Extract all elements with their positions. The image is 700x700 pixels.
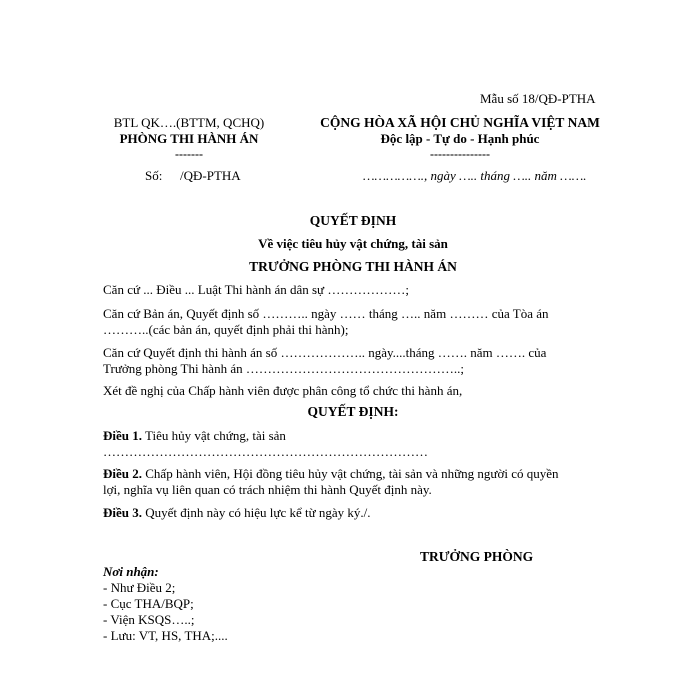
motto-dashes: --------------- — [430, 147, 490, 161]
article-1-dots: ………………………………………………………………… — [103, 444, 428, 459]
form-number: Mẫu số 18/QĐ-PTHA — [480, 91, 596, 106]
recipient-item: - Như Điều 2; — [103, 580, 176, 595]
article-3 — [103, 505, 371, 521]
document-title: QUYẾT ĐỊNH — [309, 213, 397, 228]
article-1 — [103, 428, 286, 444]
article-2 — [103, 466, 559, 482]
article-2-text: Chấp hành viên, Hội đồng tiêu hủy vật chứng, tài sản và những người có quyền — [142, 466, 559, 481]
basis-line-6: Xét đề nghị của Chấp hành viên được phân công tổ chức thi hành án, — [103, 383, 463, 398]
nation-title: CỘNG HÒA XÃ HỘI CHỦ NGHĨA VIỆT NAM — [320, 115, 600, 130]
recipient-item: - Lưu: VT, HS, THA;.... — [103, 628, 228, 643]
article-3-label: Điều 3. — [103, 505, 142, 520]
signer-title: TRƯỞNG PHÒNG — [420, 549, 534, 564]
article-3-text: Quyết định này có hiệu lực kể từ ngày ký./. — [142, 505, 371, 520]
basis-line-2: Căn cứ Bản án, Quyết định số ……….. ngày …… tháng ….. năm ……… của Tòa án — [103, 306, 549, 321]
decide-heading: QUYẾT ĐỊNH: — [307, 404, 399, 419]
date-line: ……………., ngày ….. tháng ….. năm ……. — [363, 168, 587, 183]
recipients-heading: Nơi nhận: — [103, 564, 159, 579]
org-name: PHÒNG THI HÀNH ÁN — [119, 131, 259, 146]
recipient-item: - Viện KSQS…..; — [103, 612, 195, 627]
basis-line-3: ………..(các bản án, quyết định phải thi hành); — [103, 322, 349, 337]
article-1-text: Tiêu hủy vật chứng, tài sản — [142, 428, 286, 443]
motto: Độc lập - Tự do - Hạnh phúc — [380, 131, 540, 146]
basis-line-4: Căn cứ Quyết định thi hành án số ……………….. ngày....tháng ……. năm ……. của — [103, 345, 547, 360]
number-label: Số: — [145, 168, 163, 183]
article-1-label: Điều 1. — [103, 428, 142, 443]
article-2-text-2: lợi, nghĩa vụ liên quan có trách nhiệm thi hành Quyết định này. — [103, 482, 432, 497]
document-subject: Về việc tiêu hủy vật chứng, tài sản — [258, 236, 448, 251]
org-line: BTL QK….(BTTM, QCHQ) — [113, 115, 265, 130]
number-value: /QĐ-PTHA — [180, 168, 241, 183]
article-2-label: Điều 2. — [103, 466, 142, 481]
authority-title: TRƯỞNG PHÒNG THI HÀNH ÁN — [249, 259, 457, 274]
org-dashes: ------- — [175, 147, 203, 161]
recipient-item: - Cục THA/BQP; — [103, 596, 194, 611]
basis-line-1: Căn cứ ... Điều ... Luật Thi hành án dân sự ………………; — [103, 282, 409, 297]
basis-line-5: Trưởng phòng Thi hành án …………………………………………..; — [103, 361, 464, 376]
